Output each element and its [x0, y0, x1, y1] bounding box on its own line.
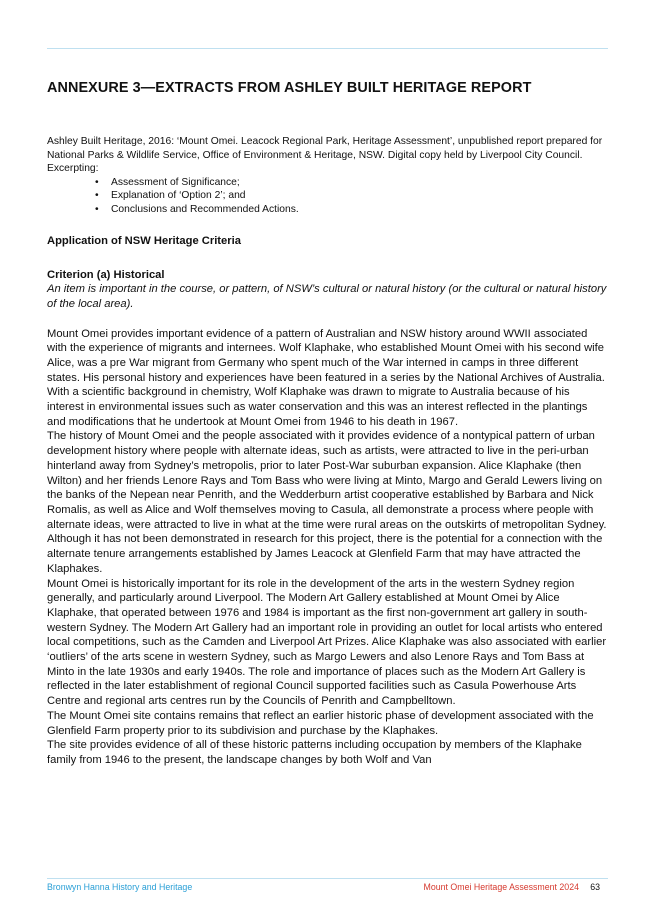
header-rule	[47, 48, 608, 49]
list-item: • Explanation of ‘Option 2’; and	[97, 189, 607, 203]
list-item: • Conclusions and Recommended Actions.	[97, 203, 607, 217]
section-heading: Application of NSW Heritage Criteria	[47, 234, 241, 247]
page-number: 63	[590, 882, 600, 892]
body-paragraph: Mount Omei provides important evidence of a pattern of Australian and NSW history around WWII associated with the experience of migrants and internees. Wolf Klaphake, who established Mount Omei with his second wife Alice, was a pre War migrant from Germany who spent much of the War interned in camps in three different states. His personal history and experiences have been featured in a series by the National Archives of Australia. With a scientific background in chemistry, Wolf Klaphake was drawn to migrate to Australia because of his interest in environmental issues such as water conservation and this was an interest reflected in the plantings and modifications that he undertook at Mount Omei from 1946 to his death in 1967.	[47, 327, 605, 428]
criterion-title: Criterion (a) Historical	[47, 268, 165, 281]
body-paragraph: The history of Mount Omei and the people associated with it provides evidence of a nontypical pattern of urban development history where people with alternate ideas, such as artists, were attracted to live in the peri-urban hinterland away from Sydney’s metropolis, prior to later Post-War suburban expansion. Alice Klaphake (then Wilton) and her friends Lenore Rays and Tom Bass who were living at Minto, Margo and Gerald Lewers living on the banks of the Nepean near Penrith, and the Wedderburn artist cooperative established by Barbara and Nick Romalis, as well as Alice and Wolf themselves moving to Casula, all demonstrate a process where people with alternate ideas, were attracted to live in what at the time were rural areas on the outskirts of metropolitan Sydney. Although it has not been demonstrated in research for this project, there is the potential for a connection with the alternate tenure arrangements established by James Leacock at Glenfield Farm that may have attracted the Klaphakes.	[47, 430, 607, 575]
body-paragraph: Mount Omei is historically important for its role in the development of the arts in the western Sydney region generally, and particularly around Liverpool. The Modern Art Gallery established at Mount Omei by Alice Klaphake, that operated between 1976 and 1984 is important as the first non-government art gallery in south-western Sydney. The Modern Art Gallery had an important role in providing an outlet for local artists who entered local competitions, such as the Camden and Liverpool Art Prizes. Alice Klaphake was also associated with earlier ‘outliers’ of the arts scene in western Sydney, such as Margo Lewers and also Lenore Rays and Tom Bass at Minto in the late 1930s and early 1940s. The role and importance of places such as the Modern Art Gallery is reflected in the later establishment of regional Council supported facilities such as Casula Powerhouse Arts Centre and regional arts centres run by the Councils of Penrith and Campbelltown.	[47, 577, 607, 708]
page-content	[47, 78, 607, 768]
body-paragraph: The site provides evidence of all of these historic patterns including occupation by members of the Klaphake family from 1946 to the present, the landscape changes by both Wolf and Van	[47, 739, 582, 766]
list-item: • Assessment of Significance;	[97, 176, 607, 190]
page-title: ANNEXURE 3—EXTRACTS FROM ASHLEY BUILT HERITAGE REPORT	[47, 80, 532, 96]
footer-document-title: Mount Omei Heritage Assessment 2024	[423, 882, 579, 892]
criterion-definition: An item is important in the course, or pattern, of NSW’s cultural or natural history (or the cultural or natural history of the local area).	[47, 282, 607, 310]
body-paragraph: The Mount Omei site contains remains that reflect an earlier historic phase of development associated with the Glenfield Farm property prior to its subdivision and purchase by the Klaphakes.	[47, 709, 594, 737]
excerpt-list	[47, 176, 607, 217]
body-text	[47, 327, 607, 768]
footer-rule	[47, 878, 608, 879]
intro-paragraph: Ashley Built Heritage, 2016: ‘Mount Omei. Leacock Regional Park, Heritage Assessment’, unpublished report prepared for National Parks & Wildlife Service, Office of Environment & Heritage, NSW. Digital copy held by Liverpool City Council. Excerpting:	[47, 136, 603, 175]
footer-author: Bronwyn Hanna History and Heritage	[47, 882, 193, 892]
